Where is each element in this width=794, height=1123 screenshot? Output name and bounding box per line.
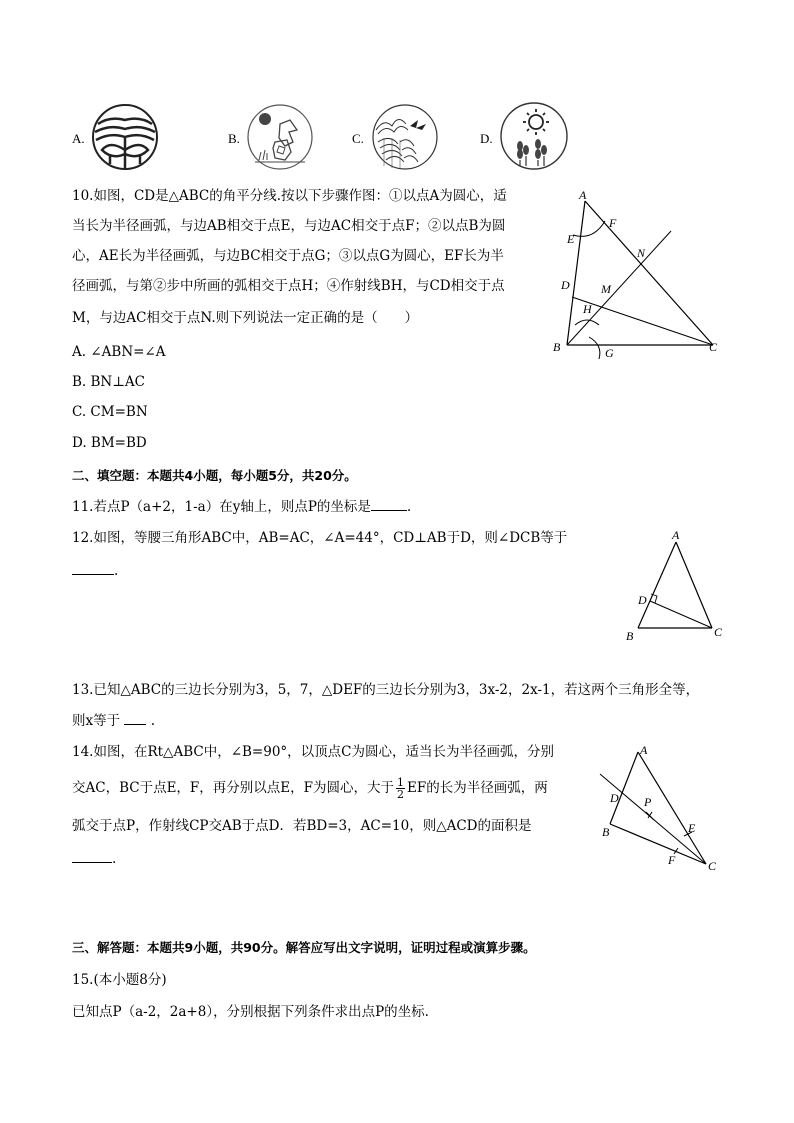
q14-label-b: B xyxy=(602,825,610,839)
q14-label-f: F xyxy=(668,853,676,867)
q14-line2 xyxy=(72,777,548,800)
q10-option-d[interactable]: D. BM=BD xyxy=(72,435,147,451)
q10-label-g: G xyxy=(605,346,614,360)
q12-line1: 12.如图，等腰三角形ABC中，AB=AC，∠A=44°，CD⊥AB于D，则∠DCB等于 xyxy=(72,530,568,546)
q10-line4: 径画弧，与第②步中所画的弧相交于点H；④作射线BH，与CD相交于点 xyxy=(72,278,505,294)
q14-line1: 14.如图，在Rt△ABC中，∠B=90°，以顶点C为圆心，适当长为半径画弧，分别 xyxy=(72,744,554,760)
q10-line3: 心，AE长为半径画弧，与边BC相交于点G；③以点G为圆心，EF长为半 xyxy=(72,248,504,264)
q12-period: . xyxy=(114,563,119,579)
q10-label-d: D xyxy=(561,278,570,292)
q14-line2-rest: EF的长为半径画弧，两 xyxy=(407,780,548,796)
q10-label-c: C xyxy=(709,340,718,354)
q10-label-a: A xyxy=(579,188,587,202)
q13-line1: 13.已知△ABC的三边长分别为3，5，7，△DEF的三边长分别为3，3x-2，2x-1，若这两个三角形全等， xyxy=(72,682,700,698)
q14-fraction: $\frac{1}{2}$ xyxy=(397,776,405,801)
q12-label-a: A xyxy=(672,528,680,542)
option-c-image[interactable] xyxy=(370,102,440,172)
q10-label-b: B xyxy=(553,340,561,354)
q14-blank[interactable] xyxy=(72,848,112,863)
q14-line2-text: 交AC，BC于点E，F，再分别以点E，F为圆心，大于 xyxy=(72,780,395,796)
section-2-heading: 二、填空题：本题共4小题，每小题5分，共20分。 xyxy=(72,468,357,483)
section-3-heading: 三、解答题：本题共9小题，共90分。解答应写出文字说明，证明过程或演算步骤。 xyxy=(72,940,536,955)
q10-line2: 当长为半径画弧，与边AB相交于点E，与边AC相交于点F；②以点B为圆 xyxy=(72,218,506,234)
q12-label-d: D xyxy=(638,593,647,607)
q10-label-m: M xyxy=(601,282,611,296)
q14-label-e: E xyxy=(688,821,696,835)
q14-line3: 弧交于点P，作射线CP交AB于点D．若BD=3，AC=10，则△ACD的面积是 xyxy=(72,818,532,834)
q10-line1: 10.如图，CD是△ABC的角平分线.按以下步骤作图：①以点A为圆心，适 xyxy=(72,188,507,204)
q12-line2 xyxy=(72,560,118,581)
q10-label-f: F xyxy=(609,216,617,230)
q15-body: 已知点P（a-2，2a+8），分别根据下列条件求出点P的坐标. xyxy=(72,1004,429,1020)
q14-label-a: A xyxy=(640,743,648,757)
q10-option-a[interactable]: A. ∠ABN=∠A xyxy=(72,344,166,360)
q14-line4 xyxy=(72,848,116,869)
q12-label-c: C xyxy=(714,625,723,639)
q11 xyxy=(72,496,411,517)
q11-blank[interactable] xyxy=(371,496,407,511)
q10-label-h: H xyxy=(583,302,592,316)
option-a-image[interactable] xyxy=(90,102,160,172)
q10-label-n: N xyxy=(637,246,646,260)
option-b-image[interactable] xyxy=(245,102,315,172)
q10-label-e: E xyxy=(567,232,575,246)
q12-label-b: B xyxy=(626,629,634,643)
q13-line2 xyxy=(72,710,155,731)
option-a-label[interactable]: A. xyxy=(72,131,85,146)
q14-label-d: D xyxy=(610,791,619,805)
q10-figure xyxy=(545,185,735,365)
q12-figure xyxy=(620,528,730,648)
option-d-image[interactable] xyxy=(498,100,570,172)
option-c-label[interactable]: C. xyxy=(352,131,364,146)
q10-line5: M，与边AC相交于点N.则下列说法一定正确的是（ ） xyxy=(72,310,419,326)
q11-text: 11.若点P（a+2，1-a）在y轴上，则点P的坐标是 xyxy=(72,499,371,515)
q10-option-b[interactable]: B. BN⊥AC xyxy=(72,374,146,390)
q13-blank[interactable] xyxy=(124,710,146,725)
q15-title: 15.(本小题8分) xyxy=(72,972,167,988)
q12-blank[interactable] xyxy=(72,560,114,575)
q14-period: . xyxy=(112,851,117,867)
q11-period: . xyxy=(406,499,412,515)
q14-label-c: C xyxy=(708,859,717,873)
q14-figure xyxy=(592,738,732,878)
q13-text: 则x等于 xyxy=(72,713,121,729)
q10-option-c[interactable]: C. CM=BN xyxy=(72,404,148,420)
option-d-label[interactable]: D. xyxy=(480,131,493,146)
q14-label-p: P xyxy=(644,795,652,809)
option-b-label[interactable]: B. xyxy=(228,131,240,146)
q13-period: . xyxy=(150,713,156,729)
